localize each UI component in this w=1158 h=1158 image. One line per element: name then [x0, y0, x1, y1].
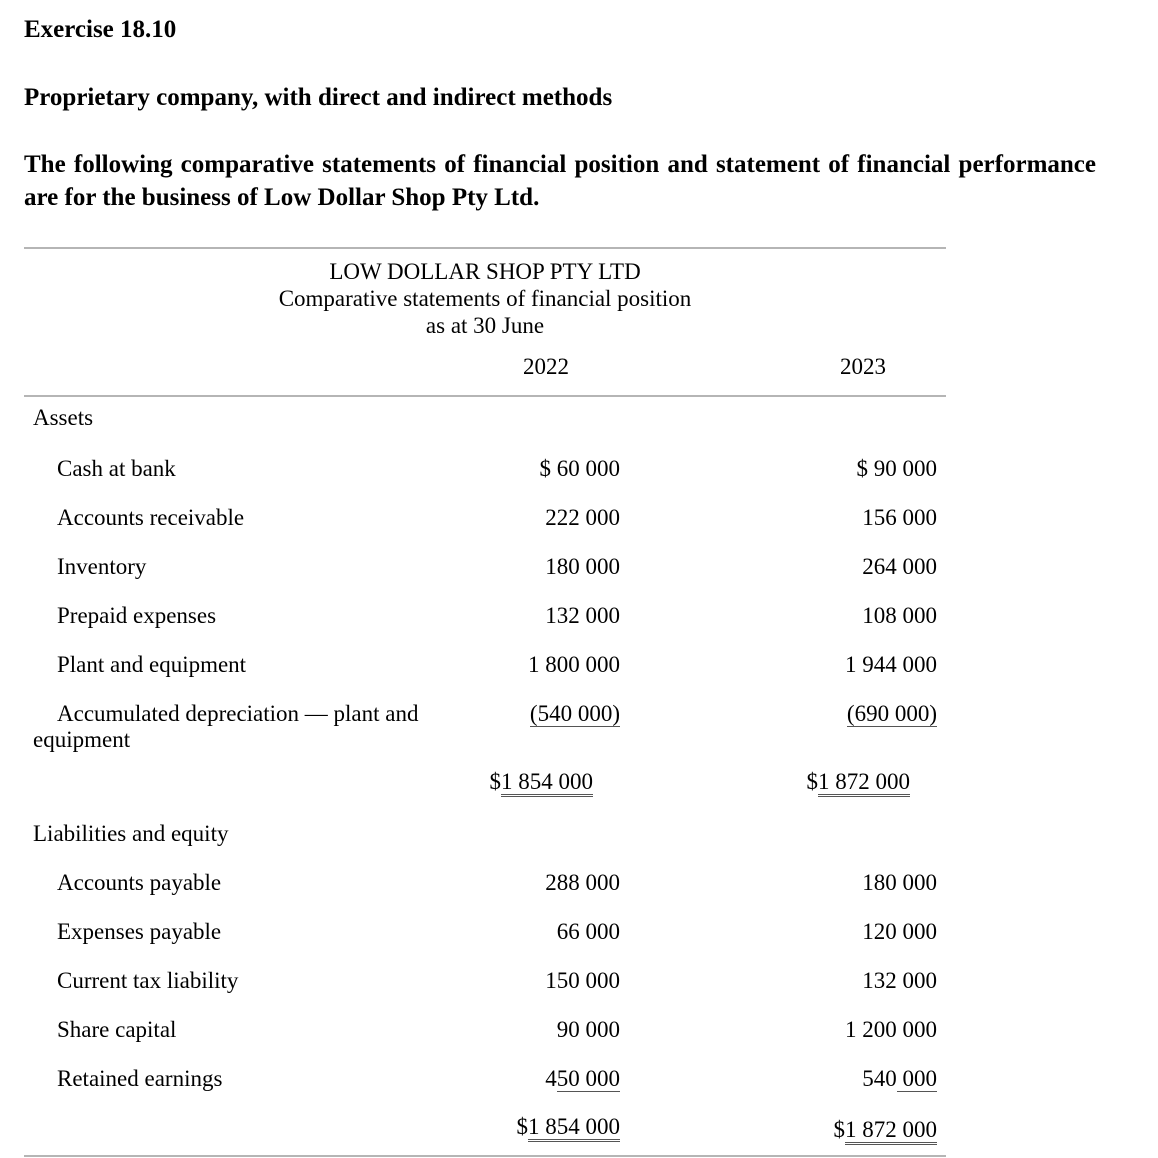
value-2022: 50 000	[556, 1066, 620, 1091]
year-2022-header: 2022	[523, 354, 569, 379]
year-2023-header: 2023	[840, 354, 886, 379]
row-label: Accounts payable	[57, 870, 222, 895]
bottom-rule	[24, 1155, 946, 1157]
row-label: Retained earnings	[57, 1066, 223, 1091]
exercise-title: Exercise 18.10	[24, 16, 177, 43]
value-2022: 1 800 000	[528, 652, 620, 677]
value-2022: 66 000	[556, 919, 620, 944]
value-2023: 156 000	[862, 505, 937, 530]
value-2023: 000	[896, 1066, 937, 1091]
value-2022: 180 000	[545, 554, 620, 579]
assets-total-2023: 1 872 000	[818, 769, 910, 797]
value-2023: 108 000	[862, 603, 937, 628]
value-2023: $ 90 000	[856, 456, 937, 481]
value-2022-prefix: 4	[545, 1066, 557, 1091]
row-label: Accounts receivable	[57, 505, 245, 530]
currency-symbol: $	[833, 1117, 845, 1142]
row-label: Prepaid expenses	[57, 603, 217, 628]
assets-total-2022: 1 854 000	[501, 769, 593, 797]
row-label: Plant and equipment	[57, 652, 247, 677]
row-label: Accumulated depreciation — plant and	[57, 701, 419, 726]
header-rule	[24, 395, 946, 397]
currency-symbol: $	[806, 769, 818, 794]
value-2023: 1 944 000	[845, 652, 937, 677]
liabilities-heading: Liabilities and equity	[33, 821, 229, 846]
top-rule	[24, 247, 946, 249]
row-label: Expenses payable	[57, 919, 222, 944]
row-label: Cash at bank	[57, 456, 176, 481]
value-2023: 264 000	[862, 554, 937, 579]
value-2023: 180 000	[862, 870, 937, 895]
row-label: Share capital	[57, 1017, 177, 1042]
currency-symbol: $	[489, 769, 501, 794]
statement-date: as at 30 June	[425, 313, 545, 338]
statement-title: Comparative statements of financial position	[278, 286, 692, 311]
value-2023: 1 200 000	[845, 1017, 937, 1042]
statement-company: LOW DOLLAR SHOP PTY LTD	[329, 259, 641, 284]
value-2023-prefix: 540	[862, 1066, 897, 1091]
value-2023: 120 000	[862, 919, 937, 944]
liabilities-total-2023: 1 872 000	[845, 1117, 937, 1145]
intro-paragraph: The following comparative statements of financial position and statement of financial performance are for the business of Low Dollar Shop Pty Ltd.	[24, 151, 1096, 211]
value-2022: 150 000	[545, 968, 620, 993]
value-2023: (690 000)	[846, 701, 937, 726]
currency-symbol: $	[516, 1114, 528, 1139]
value-2023: 132 000	[862, 968, 937, 993]
value-2022: 90 000	[556, 1017, 620, 1042]
assets-heading: Assets	[33, 405, 94, 430]
liabilities-total-2022: 1 854 000	[528, 1114, 620, 1142]
exercise-subtitle: Proprietary company, with direct and indirect methods	[24, 84, 613, 111]
value-2022: 132 000	[545, 603, 620, 628]
value-2022: 222 000	[545, 505, 620, 530]
row-label-continued: equipment	[33, 727, 131, 752]
value-2022: 288 000	[545, 870, 620, 895]
row-label: Current tax liability	[57, 968, 239, 993]
value-2022: (540 000)	[529, 701, 620, 726]
row-label: Inventory	[57, 554, 147, 579]
value-2022: $ 60 000	[539, 456, 620, 481]
